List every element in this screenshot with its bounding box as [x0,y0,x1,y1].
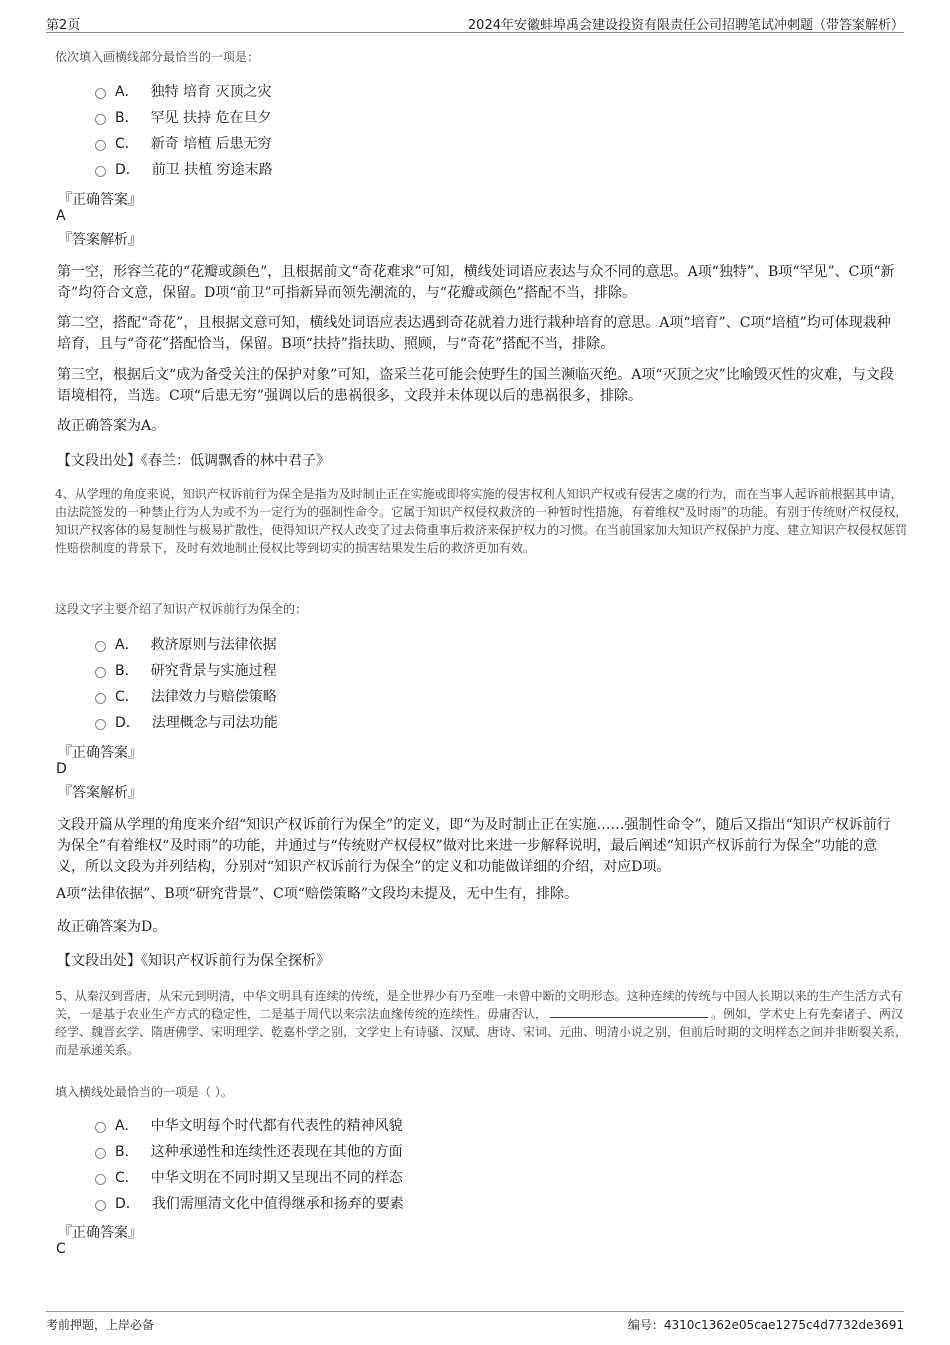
document-id: 编号：4310c1362e05cae1275c4d7732de3691 [627,1318,904,1332]
q4-analysis-2: A项“法律依据”、B项“研究背景”、C项“赔偿策略”文段均未提及，无中生有，排除。 [56,886,579,902]
q5-option-d[interactable]: D． 我们需厘清文化中值得继承和扬弃的要素 [95,1190,404,1216]
q5-option-b[interactable]: B． 这种承递性和连续性还表现在其他的方面 [95,1138,404,1164]
q3-analysis-4: 故正确答案为A。 [57,418,166,434]
fill-blank [550,1005,708,1018]
q5-passage: 5、从秦汉到晋唐，从宋元到明清，中华文明具有连续的传统，是全世界少有乃至唯一未曾中断的文明形态。这种连续的传统与中国人长期以来的生产生活方式有关，一是基于农业生产方式的稳定性，二是基于周代以来宗法血缘传统的连续性。毋庸否认， 。例如，学术史上有先秦诸子、两汉经学、魏晋玄学、隋唐佛学、宋明理学、乾嘉朴学之别，文学史上有诗骚、汉赋、唐诗、宋词、元曲、明清小说之别，但前后时期的文明样态之间并非断裂关系，而是承递关系。 [55,989,908,1057]
q5-answer: C [56,1241,66,1257]
page-footer [46,1311,904,1332]
q3-analysis-3: 第三空，根据后文“成为备受关注的保护对象”可知，盗采兰花可能会使野生的国兰濒临灭绝。A项“灭顶之灾”比喻毁灭性的灾难，与文段语境相符，当选。C项“后患无穷”强调以后的患祸很多，文段并未体现以后的患祸很多，排除。 [57,367,894,404]
footer-slogan: 考前押题，上岸必备 [46,1318,155,1332]
q4-option-b[interactable]: B． 研究背景与实施过程 [95,657,278,683]
q5-options [95,1112,404,1216]
radio-icon[interactable] [95,114,106,125]
q3-analysis-2: 第二空，搭配“奇花”，且根据文意可知，横线处词语应表达遇到奇花就着力进行栽种培育的意思。A项“培育”、C项“培植”均可体现栽种培育，且与“奇花”搭配恰当，保留。B项“扶持”指扶助、照顾，与“奇花”搭配不当，排除。 [57,315,891,352]
q3-stem: 依次填入画横线部分最恰当的一项是： [55,50,260,64]
q3-option-a[interactable]: A． 独特 培育 灭顶之灾 [95,78,273,104]
q4-passage: 4、从学理的角度来说，知识产权诉前行为保全是指为及时制止正在实施或即将实施的侵害权利人知识产权或有侵害之虞的行为，而在当事人起诉前根据其申请，由法院签发的一种禁止行为人为或不为一定行为的强制性命令。它属于知识产权侵权救济的一种暂时性措施，有着维权“及时雨”的功能。有别于传统财产权侵权，知识产权客体的易复制性与极易扩散性，使得知识产权人改变了过去倚重事后救济来保护权力的习惯。在当前国家加大知识产权保护力度、建立知识产权侵权惩罚性赔偿制度的背景下，及时有效地制止侵权比等到切实的损害结果发生后的救济更加有效。 [55,487,908,555]
radio-icon[interactable] [95,693,106,704]
q4-analysis-label: 『答案解析』 [58,785,142,801]
q3-source: 【文段出处】《春兰：低调飘香的林中君子》 [57,453,330,469]
q4-analysis-3: 故正确答案为D。 [57,919,167,935]
q5-option-c[interactable]: C． 中华文明在不同时期又呈现出不同的样态 [95,1164,404,1190]
page-number: 第2页 [46,18,81,33]
radio-icon[interactable] [95,1122,106,1133]
q4-stem: 这段文字主要介绍了知识产权诉前行为保全的： [55,602,308,616]
q4-option-c[interactable]: C． 法律效力与赔偿策略 [95,683,278,709]
page-header [46,12,904,33]
q4-answer-label: 『正确答案』 [58,745,142,761]
q5-answer-label: 『正确答案』 [58,1225,142,1241]
q3-analysis-label: 『答案解析』 [58,232,142,248]
document-title: 2024年安徽蚌埠禹会建设投资有限责任公司招聘笔试冲刺题（带答案解析） [467,18,904,33]
q3-options [95,78,273,182]
radio-icon[interactable] [95,719,106,730]
radio-icon[interactable] [95,1200,106,1211]
q5-option-a[interactable]: A． 中华文明每个时代都有代表性的精神风貌 [95,1112,404,1138]
q4-answer: D [56,761,67,777]
radio-icon[interactable] [95,641,106,652]
q3-option-c[interactable]: C． 新奇 培植 后患无穷 [95,130,273,156]
q3-answer: A [56,208,66,224]
radio-icon[interactable] [95,140,106,151]
radio-icon[interactable] [95,88,106,99]
q3-option-b[interactable]: B． 罕见 扶持 危在旦夕 [95,104,273,130]
q5-stem: 填入横线处最恰当的一项是（ ）。 [55,1085,233,1099]
q4-option-d[interactable]: D． 法理概念与司法功能 [95,709,278,735]
q4-source: 【文段出处】《知识产权诉前行为保全探析》 [57,953,330,969]
radio-icon[interactable] [95,667,106,678]
q3-answer-label: 『正确答案』 [58,192,142,208]
q4-analysis-1: 文段开篇从学理的角度来介绍“知识产权诉前行为保全”的定义，即“为及时制止正在实施……强制性命令”，随后又指出“知识产权诉前行为保全”有着维权“及时雨”的功能，并通过与“传统财产权侵权”做对比来进一步解释说明，最后阐述“知识产权诉前行为保全”功能的意义，所以文段为并列结构，分别对“知识产权诉前行为保全”的定义和功能做详细的介绍，对应D项。 [57,817,891,875]
q4-option-a[interactable]: A． 救济原则与法律依据 [95,631,278,657]
radio-icon[interactable] [95,1148,106,1159]
radio-icon[interactable] [95,166,106,177]
q4-options [95,631,278,735]
q3-analysis-1: 第一空，形容兰花的“花瓣或颜色”，且根据前文“奇花难求”可知，横线处词语应表达与众不同的意思。A项“独特”、B项“罕见”、C项“新奇”均符合文意，保留。D项“前卫”可指新异而领先潮流的，与“花瓣或颜色”搭配不当，排除。 [57,264,895,301]
radio-icon[interactable] [95,1174,106,1185]
q3-option-d[interactable]: D． 前卫 扶植 穷途末路 [95,156,273,182]
